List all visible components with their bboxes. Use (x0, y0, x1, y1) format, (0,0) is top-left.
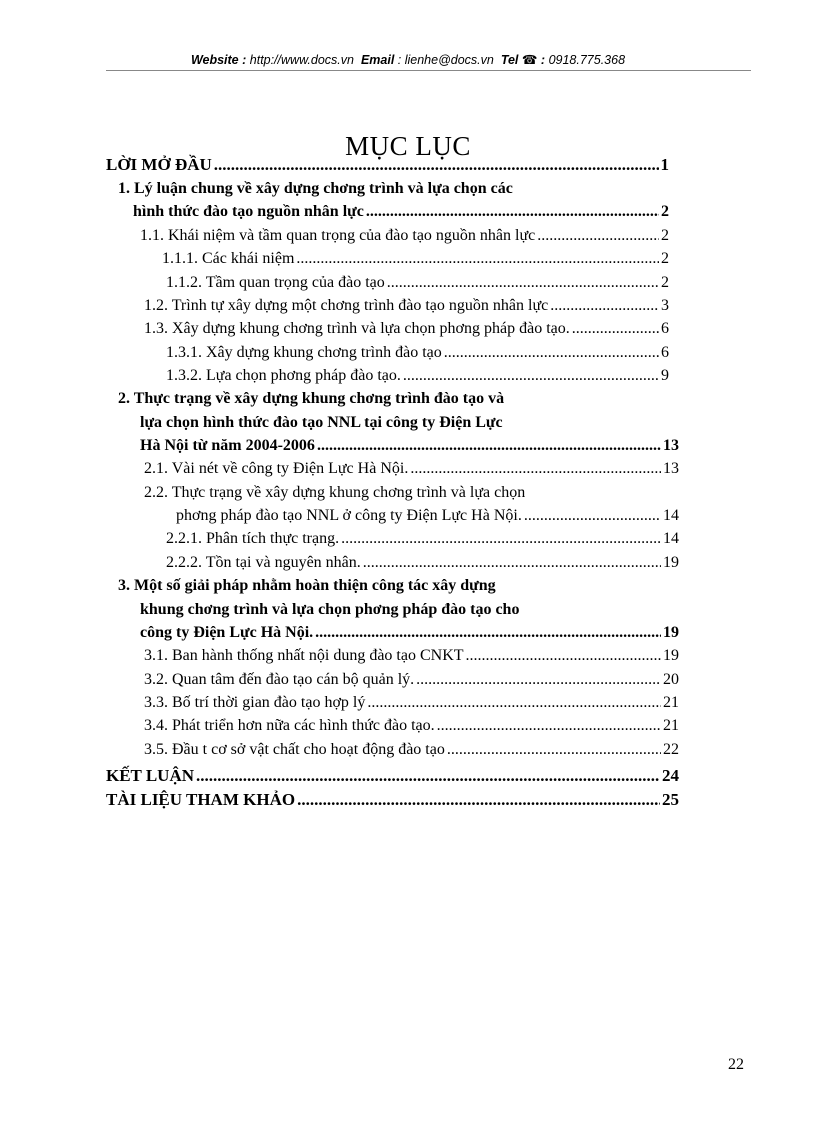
website-label: Website : (190, 53, 247, 67)
toc-entry-2-2[interactable]: phơng pháp đào tạo NNL ở công ty Điện Lực Hà Nội. ..... 14 (176, 507, 679, 525)
toc-entry-conclusion[interactable]: KẾT LUẬN ..... 24 (106, 766, 679, 786)
website-url[interactable]: http://www.docs.vn (249, 53, 354, 67)
page-number: 22 (728, 1056, 744, 1073)
toc-entry-intro[interactable]: LỜI MỞ ĐẦU ..... 1 (106, 155, 669, 175)
tel-label: Tel ☎ : (500, 53, 546, 67)
page-header (0, 52, 816, 67)
toc-entry-s1-line1[interactable]: 1. Lý luận chung về xây dựng chơng trình và lựa chọn các (118, 180, 513, 197)
toc-entry-3-3[interactable]: 3.3. Bố trí thời gian đào tạo hợp lý ..... 21 (144, 694, 679, 712)
tel-number: 0918.775.368 (548, 53, 626, 67)
toc-entry-1-1-2[interactable]: 1.1.2. Tầm quan trọng của đào tạo ..... 2 (166, 274, 669, 292)
toc-entry-s3-line1[interactable]: 3. Một số giải pháp nhằm hoàn thiện công tác xây dựng (118, 577, 496, 594)
toc-entry-3-1[interactable]: 3.1. Ban hành thống nhất nội dung đào tạo CNKT ..... 19 (144, 647, 679, 665)
toc-entry-3-2[interactable]: 3.2. Quan tâm đến đào tạo cán bộ quản lý. ..... 20 (144, 671, 679, 689)
toc-entry-2-2-line1[interactable]: 2.2. Thực trạng về xây dựng khung chơng trình và lựa chọn (144, 484, 526, 501)
toc-entry-3-5[interactable]: 3.5. Đầu t cơ sở vật chất cho hoạt động đào tạo ..... 22 (144, 741, 679, 759)
email-label: Email (360, 53, 395, 67)
toc-entry-3-4[interactable]: 3.4. Phát triển hơn nữa các hình thức đào tạo. ..... 21 (144, 717, 679, 735)
toc-entry-1-1[interactable]: 1.1. Khái niệm và tầm quan trọng của đào tạo nguồn nhân lực ..... 2 (140, 227, 669, 245)
toc-entry-s1[interactable]: hình thức đào tạo nguồn nhân lực ..... 2 (133, 203, 669, 221)
toc-entry-2-1[interactable]: 2.1. Vài nét về công ty Điện Lực Hà Nội. ..... 13 (144, 460, 679, 478)
toc-entry-s3[interactable]: công ty Điện Lực Hà Nội. ..... 19 (140, 624, 679, 642)
toc-entry-1-3-2[interactable]: 1.3.2. Lựa chọn phơng pháp đào tạo. ..... 9 (166, 367, 669, 385)
toc-entry-1-3[interactable]: 1.3. Xây dựng khung chơng trình và lựa chọn phơng pháp đào tạo. ..... 6 (144, 320, 669, 338)
toc-entry-1-3-1[interactable]: 1.3.1. Xây dựng khung chơng trình đào tạo ..... 6 (166, 344, 669, 362)
toc-entry-2-2-1[interactable]: 2.2.1. Phân tích thực trạng. ..... 14 (166, 530, 679, 548)
toc-entry-s2-line1[interactable]: 2. Thực trạng về xây dựng khung chơng trình đào tạo và (118, 390, 505, 407)
email-address[interactable]: : lienhe@docs.vn (397, 53, 494, 67)
toc-entry-s2-line2[interactable]: lựa chọn hình thức đào tạo NNL tại công ty Điện Lực (140, 414, 503, 431)
toc-entry-references[interactable]: TÀI LIỆU THAM KHẢO ..... 25 (106, 790, 679, 810)
toc-entry-s3-line2[interactable]: khung chơng trình và lựa chọn phơng pháp đào tạo cho (140, 601, 520, 618)
page-title: MỤC LỤC (345, 131, 471, 161)
header-divider (106, 70, 751, 71)
toc-entry-1-2[interactable]: 1.2. Trình tự xây dựng một chơng trình đào tạo nguồn nhân lực ..... 3 (144, 297, 669, 315)
toc-entry-2-2-2[interactable]: 2.2.2. Tồn tại và nguyên nhân. ..... 19 (166, 554, 679, 572)
toc-entry-s2[interactable]: Hà Nội từ năm 2004-2006 ..... 13 (140, 437, 679, 455)
toc-entry-1-1-1[interactable]: 1.1.1. Các khái niệm ..... 2 (162, 250, 669, 268)
